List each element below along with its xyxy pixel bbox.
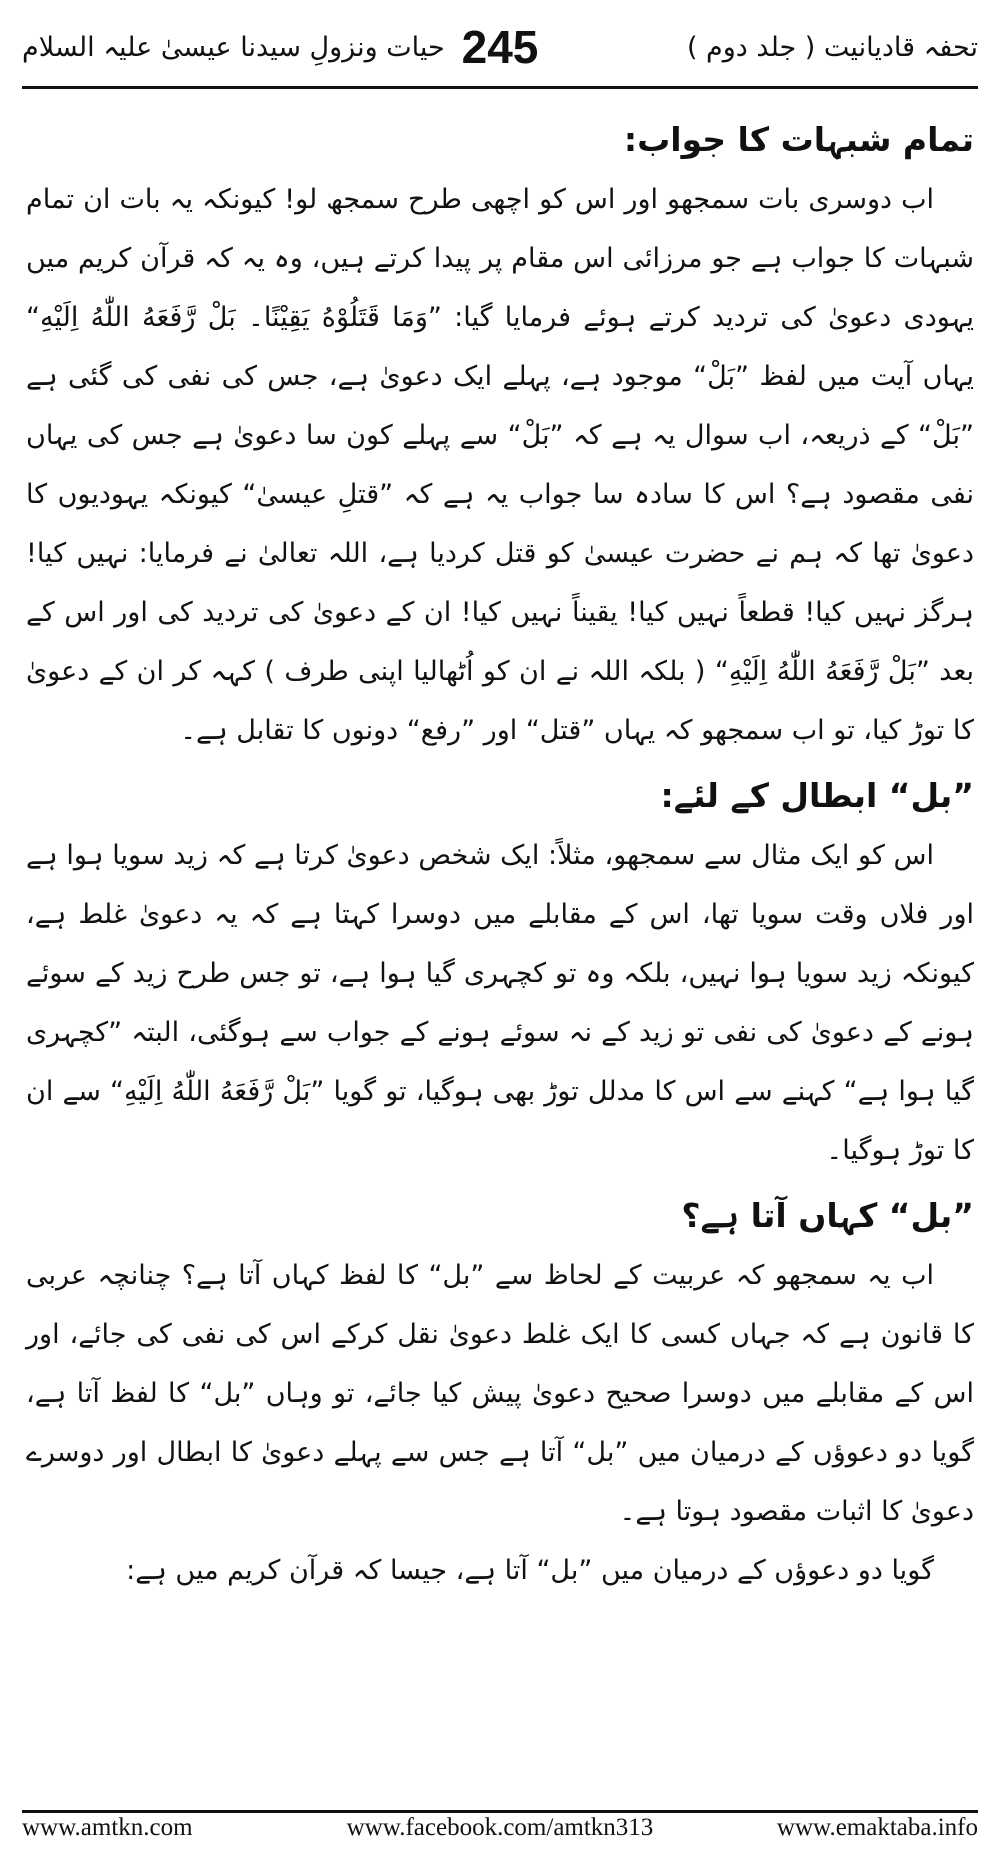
page-body <box>26 110 974 1600</box>
paragraph: اب یہ سمجھو کہ عربیت کے لحاظ سے ”بل“ کا لفظ کہاں آتا ہے؟ چنانچہ عربی کا قانون ہے کہ جہاں کسی کا ایک غلط دعویٰ نقل کرکے اس کی نفی کی جائے، اور اس کے مقابلے میں دوسرا صحیح دعویٰ پیش کیا جائے، تو وہاں ”بل“ کا لفظ آتا ہے، گویا دو دعوؤں کے درمیان میں ”بل“ آتا ہے جس سے پہلے دعویٰ کا ابطال اور دوسرے دعویٰ کا اثبات مقصود ہوتا ہے۔ <box>26 1260 974 1527</box>
page-number: 245 <box>461 21 539 73</box>
footer-divider <box>22 1810 978 1813</box>
header-divider <box>22 86 978 89</box>
footer-link-amtkn[interactable]: www.amtkn.com <box>22 1814 193 1841</box>
section-heading-bal-ibtal: ”بل“ ابطال کے لئے: <box>660 776 974 815</box>
footer-link-facebook[interactable]: www.facebook.com/amtkn313 <box>346 1814 654 1841</box>
paragraph: گویا دو دعوؤں کے درمیان میں ”بل“ آتا ہے، جیسا کہ قرآن کریم میں ہے: <box>126 1555 934 1586</box>
section-heading-answer: تمام شبہات کا جواب: <box>623 120 974 159</box>
chapter-title: حیات ونزولِ سیدنا عیسیٰ علیہ السلام <box>22 32 445 63</box>
section-heading-bal-usage: ”بل“ کہاں آتا ہے؟ <box>681 1196 974 1235</box>
paragraph: اب دوسری بات سمجھو اور اس کو اچھی طرح سمجھ لو! کیونکہ یہ بات ان تمام شبہات کا جواب ہے جو مرزائی اس مقام پر پیدا کرتے ہیں، وہ یہ کہ قرآن کریم میں یہودی دعویٰ کی تردید کرتے ہوئے فرمایا گیا: ”وَمَا قَتَلُوْهُ یَقِیْنًا۔ بَلْ رَّفَعَهُ اللّٰهُ اِلَیْهِ“ یہاں آیت میں لفظ ”بَلْ“ موجود ہے، پہلے ایک دعویٰ ہے، جس کی نفی کی گئی ہے ”بَلْ“ کے ذریعہ، اب سوال یہ ہے کہ ”بَلْ“ سے پہلے کون سا دعویٰ ہے جس کی یہاں نفی مقصود ہے؟ اس کا سادہ سا جواب یہ ہے کہ ”قتلِ عیسیٰ“ کیونکہ یہودیوں کا دعویٰ تھا کہ ہم نے حضرت عیسیٰ کو قتل کردیا ہے، اللہ تعالیٰ نے فرمایا: نہیں کیا! ہرگز نہیں کیا! قطعاً نہیں کیا! یقیناً نہیں کیا! ان کے دعویٰ کی تردید کی اور اس کے بعد ”بَلْ رَّفَعَهُ اللّٰهُ اِلَیْهِ“ ( بلکہ اللہ نے ان کو اُٹھالیا اپنی طرف ) کہہ کر ان کے دعویٰ کا توڑ کیا، تو اب سمجھو کہ یہاں ”قتل“ اور ”رفع“ دونوں کا تقابل ہے۔ <box>26 184 974 746</box>
page-footer <box>22 1814 978 1846</box>
page-header <box>22 20 978 80</box>
book-title: تحفہ قادیانیت ( جلد دوم ) <box>686 32 978 63</box>
footer-link-emaktaba[interactable]: www.emaktaba.info <box>776 1814 978 1841</box>
paragraph: اس کو ایک مثال سے سمجھو، مثلاً: ایک شخص دعویٰ کرتا ہے کہ زید سویا ہوا ہے اور فلاں وقت سویا تھا، اس کے مقابلے میں دوسرا کہتا ہے کہ یہ دعویٰ غلط ہے، کیونکہ زید سویا ہوا نہیں، بلکہ وہ تو کچہری گیا ہوا ہے، تو جس طرح زید کے سوئے ہونے کے دعویٰ کی نفی تو زید کے نہ سوئے ہونے کے جواب سے ہوگئی، البتہ ”کچہری گیا ہوا ہے“ کہنے سے اس کا مدلل توڑ بھی ہوگیا، تو گویا ”بَلْ رَّفَعَهُ اللّٰهُ اِلَیْهِ“ سے ان کا توڑ ہوگیا۔ <box>26 840 974 1166</box>
